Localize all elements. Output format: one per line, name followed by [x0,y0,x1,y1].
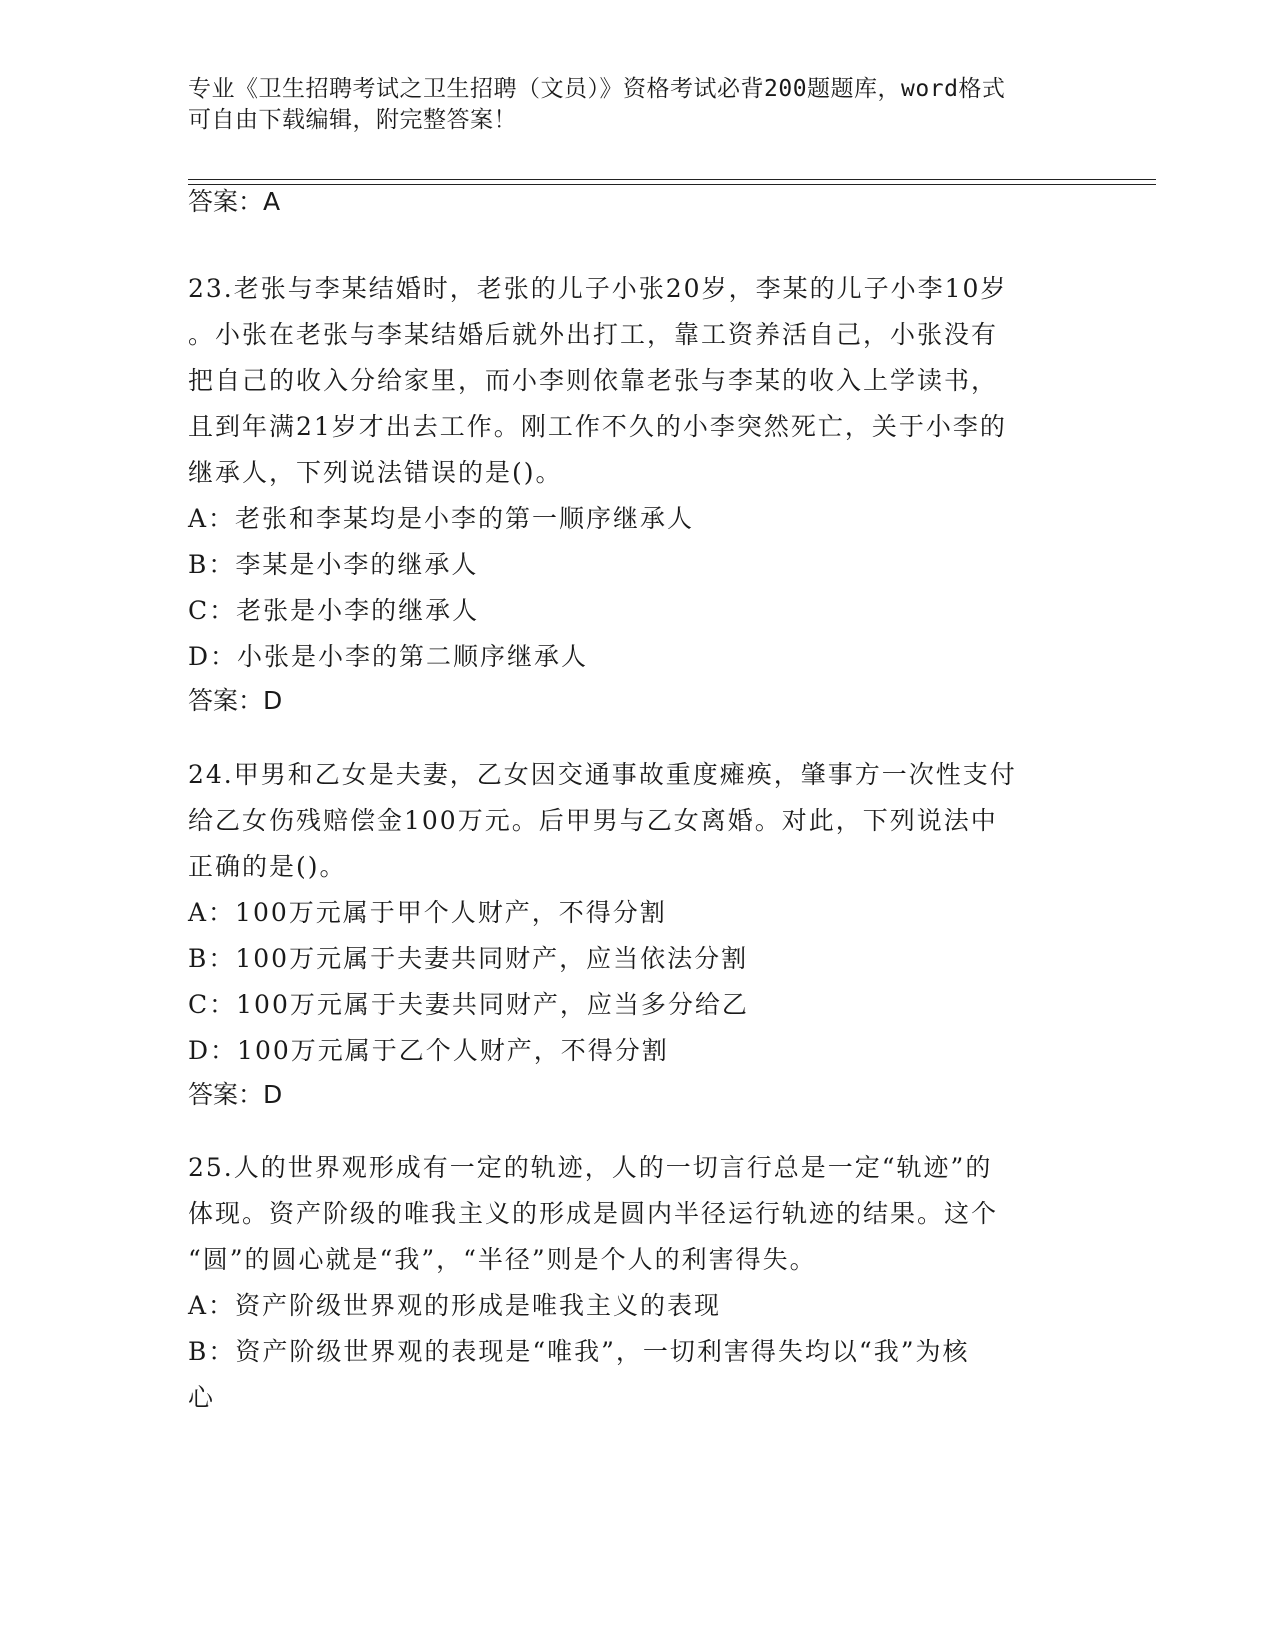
question-text-line: 且到年满21岁才出去工作。刚工作不久的小李突然死亡，关于小李的 [188,412,1007,441]
question-text-line: “圆”的圆心就是“我”，“半径”则是个人的利害得失。 [188,1245,817,1274]
question-text-line: 23.老张与李某结婚时，老张的儿子小张20岁，李某的儿子小李10岁 [188,274,1008,303]
header-line-2: 可自由下载编辑，附完整答案！ [188,107,517,133]
option-c: C：老张是小李的继承人 [188,596,480,625]
answer-23: 答案：D [188,686,283,715]
question-text-line: 24.甲男和乙女是夫妻，乙女因交通事故重度瘫痪，肇事方一次性支付 [188,760,1017,789]
header-divider-top [188,179,1156,180]
question-text-line: 给乙女伤残赔偿金100万元。后甲男与乙女离婚。对此，下列说法中 [188,806,998,835]
question-text-line: 。小张在老张与李某结婚后就外出打工，靠工资养活自己，小张没有 [188,320,999,349]
question-text-line: 把自己的收入分给家里，而小李则依靠老张与李某的收入上学读书， [188,366,999,395]
option-b-continued: 心 [188,1383,216,1412]
question-text-line: 25.人的世界观形成有一定的轨迹，人的一切言行总是一定“轨迹”的 [188,1153,993,1182]
option-a: A：100万元属于甲个人财产，不得分割 [188,898,667,927]
option-b: B：李某是小李的继承人 [188,550,479,579]
option-a: A：老张和李某均是小李的第一顺序继承人 [188,504,695,533]
option-d: D：小张是小李的第二顺序继承人 [188,642,589,671]
answer-previous: 答案：A [188,187,281,216]
header-line-1: 专业《卫生招聘考试之卫生招聘（文员）》资格考试必背200题题库，word格式 [188,76,1006,102]
question-text-line: 正确的是()。 [188,852,347,881]
question-25 [188,1145,1088,1421]
document-header [188,74,1068,136]
option-a: A：资产阶级世界观的形成是唯我主义的表现 [188,1291,722,1320]
option-b: B：资产阶级世界观的表现是“唯我”，一切利害得失均以“我”为核 [188,1337,970,1366]
answer-24: 答案：D [188,1080,283,1109]
question-23 [188,266,1088,718]
option-b: B：100万元属于夫妻共同财产，应当依法分割 [188,944,749,973]
option-d: D：100万元属于乙个人财产，不得分割 [188,1036,669,1065]
question-24 [188,752,1088,1112]
question-text-line: 体现。资产阶级的唯我主义的形成是圆内半径运行轨迹的结果。这个 [188,1199,999,1228]
option-c: C：100万元属于夫妻共同财产，应当多分给乙 [188,990,749,1019]
question-text-line: 继承人，下列说法错误的是()。 [188,458,563,487]
